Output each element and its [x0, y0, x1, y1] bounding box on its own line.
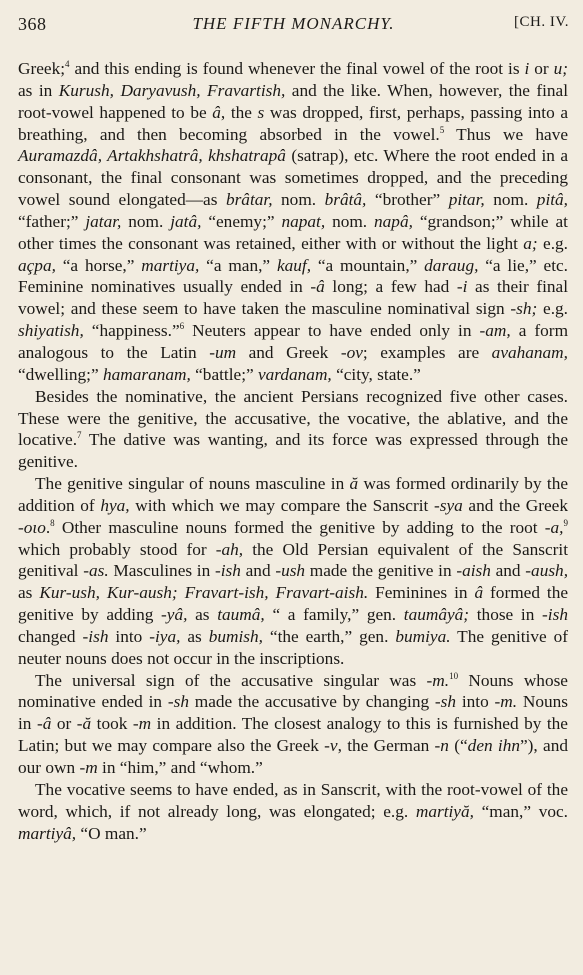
italic-term: -m: [132, 714, 152, 734]
italic-term: jatâ,: [170, 211, 202, 231]
italic-term: -ă: [76, 714, 92, 734]
italic-term: -a,: [544, 517, 564, 537]
text-run: nom.: [272, 190, 325, 210]
running-header: [18, 14, 569, 38]
italic-term: martiya,: [141, 255, 200, 275]
page-number: 368: [18, 14, 47, 34]
footnote-ref: 6: [179, 321, 185, 332]
italic-term: -n: [434, 736, 449, 756]
italic-term: -as.: [83, 561, 109, 581]
italic-term: -ush: [275, 561, 306, 581]
italic-term: -ah,: [215, 539, 244, 559]
italic-term: -ον: [340, 342, 363, 362]
text-run: e.g.: [537, 299, 568, 319]
italic-term: -sh;: [510, 299, 538, 319]
italic-term: -aish: [456, 561, 491, 581]
italic-term: pitâ,: [536, 190, 569, 210]
italic-term: -yâ,: [161, 605, 188, 625]
italic-term: -m.: [426, 670, 450, 690]
text-run: or: [529, 59, 554, 78]
italic-term: Kurush, Daryavush, Fravartish,: [58, 80, 286, 100]
text-run: took: [91, 714, 133, 734]
italic-term: vardanam,: [257, 364, 332, 384]
italic-term: -â: [36, 714, 52, 734]
text-run: as: [180, 626, 209, 646]
text-run: and Greek: [236, 342, 341, 362]
italic-term: den ihn: [467, 736, 520, 756]
footnote-ref: 7: [77, 430, 82, 441]
text-run: changed: [18, 626, 83, 646]
italic-term: martiyâ,: [18, 823, 77, 843]
text-run: “dwelling;”: [18, 364, 103, 384]
text-run: which probably stood for: [18, 539, 216, 559]
text-run: ; examples are: [362, 342, 492, 362]
paragraph: [18, 58, 568, 386]
text-run: Feminines in: [368, 583, 475, 603]
paragraph: [18, 779, 568, 845]
text-run: Greek;: [18, 59, 66, 78]
italic-term: martiyă,: [415, 801, 474, 821]
text-run: The genitive of neuter nouns does not occur in the inscriptions.: [18, 626, 568, 668]
text-run: “battle;”: [190, 364, 258, 384]
italic-term: -aush,: [525, 561, 569, 581]
text-run: “the earth,” gen.: [262, 626, 396, 646]
italic-term: -â: [310, 277, 325, 297]
text-run: nom.: [121, 211, 171, 231]
text-run: long; a few had: [324, 277, 457, 297]
italic-term: kauf,: [276, 255, 312, 275]
paragraph: [18, 386, 568, 473]
text-run: e.g.: [537, 233, 568, 253]
text-run: in “him,” and “whom.”: [97, 758, 263, 777]
italic-term: i: [524, 59, 530, 78]
text-run: a form analogous to the Latin: [18, 321, 569, 362]
text-run: “enemy;”: [201, 211, 282, 231]
text-run: Nouns whose nominative ended in: [18, 670, 568, 712]
footnote-ref: 5: [439, 124, 445, 135]
italic-term: -iya,: [149, 626, 181, 646]
text-run: as: [187, 605, 218, 625]
italic-term: Kur-ush, Kur-aush; Fravart-ish, Fravart-aish.: [39, 583, 369, 603]
italic-term: -ν: [324, 736, 338, 756]
text-run: in addition. The closest analogy to this is furnished by the Latin; but we may compare also the Greek: [18, 714, 568, 756]
text-run: “man,” voc.: [473, 801, 569, 821]
italic-term: pitar,: [448, 190, 485, 210]
italic-term: jatar,: [85, 211, 122, 231]
italic-term: bumish,: [208, 626, 263, 646]
italic-term: -sh: [167, 692, 189, 712]
text-run: was formed ordinarily by the addition of: [18, 474, 569, 515]
italic-term: Auramazdâ, Artakhshatrâ, khshatrapâ: [18, 146, 286, 166]
text-run: made the genitive in: [305, 561, 457, 581]
text-run: into: [456, 692, 495, 712]
text-run: with which we may compare the Sanscrit: [129, 495, 434, 515]
text-run: , the: [220, 102, 258, 122]
italic-term: -m.: [494, 692, 518, 712]
text-run: The universal sign of the accusative singular was: [35, 670, 427, 690]
text-run: “brother”: [366, 190, 449, 210]
italic-term: â: [212, 102, 221, 122]
text-run: Masculines in: [108, 561, 215, 581]
text-run: as their final vowel; and these seem to have taken the masculine nominatival sign: [18, 277, 568, 319]
text-run: nom.: [325, 211, 375, 231]
text-run: or: [51, 714, 77, 734]
italic-term: -sya: [433, 495, 463, 515]
text-run: “O man.”: [76, 823, 147, 843]
italic-term: -m: [79, 758, 98, 777]
italic-term: bumiya.: [395, 626, 451, 646]
italic-term: -sh: [434, 692, 457, 712]
text-run: (satrap), etc. Where the root ended in a consonant, the final consonant was sometimes dropped, and the preceding vowel sound elongated—as: [18, 146, 568, 210]
italic-term: shiyatish,: [18, 321, 84, 341]
text-run: formed the genitive by adding: [18, 583, 569, 625]
italic-term: -i: [456, 277, 468, 297]
italic-term: taumâyâ;: [403, 605, 470, 625]
footnote-ref: 8: [50, 517, 55, 528]
text-run: and: [240, 561, 276, 581]
italic-term: -ish: [82, 626, 109, 646]
italic-term: taumâ,: [217, 605, 265, 625]
italic-term: ă: [349, 474, 359, 494]
italic-term: açpa,: [18, 255, 56, 275]
text-run: (“: [448, 736, 468, 756]
text-run: was dropped, first, perhaps, passing into a breathing, and then becoming absorbed in the vowel.: [18, 102, 569, 144]
italic-term: daraug,: [424, 255, 479, 275]
text-run: nom.: [484, 190, 537, 210]
text-run: .: [45, 517, 51, 537]
text-run: “grandson;” while at other times the consonant was retained, either with or without the light: [18, 211, 568, 253]
italic-term: -am,: [479, 321, 511, 341]
italic-term: â: [474, 583, 484, 603]
text-run: “city, state.”: [331, 364, 421, 384]
text-run: , the German: [337, 736, 435, 756]
text-run: Nouns in: [18, 692, 569, 734]
text-run: as: [18, 583, 40, 603]
text-run: ”), and our own: [18, 736, 568, 777]
text-run: and the like. When, however, the final root-vowel happened to be: [18, 80, 569, 122]
italic-term: brâtar,: [225, 190, 273, 210]
text-run: Other masculine nouns formed the genitive by adding to the root: [54, 517, 545, 537]
text-run: “a man,”: [199, 255, 277, 275]
text-run: “a mountain,”: [311, 255, 425, 275]
footnote-ref: 9: [563, 517, 568, 528]
text-run: “ a family,” gen.: [264, 605, 404, 625]
body-text: [18, 58, 568, 844]
paragraph: [18, 670, 568, 779]
italic-term: -ish: [214, 561, 241, 581]
text-run: “happiness.”: [83, 321, 180, 341]
paragraph: [18, 473, 568, 670]
running-title: THE FIFTH MONARCHY.: [192, 14, 395, 33]
italic-term: a;: [523, 233, 538, 253]
italic-term: hamaranam,: [102, 364, 191, 384]
text-run: and the Greek: [462, 495, 568, 515]
text-run: into: [108, 626, 150, 646]
italic-term: napâ,: [374, 211, 413, 231]
text-run: Besides the nominative, the ancient Persians recognized five other cases. These were the genitive, the accusative, the vocative, the ablative, and the locative.: [18, 386, 568, 450]
text-run: as in: [18, 80, 59, 100]
text-run: The vocative seems to have ended, as in Sanscrit, with the root-vowel of the word, which, if not already long, was elongated; e.g.: [18, 779, 568, 821]
italic-term: -ish: [542, 605, 568, 625]
italic-term: s: [257, 102, 265, 122]
italic-term: napat,: [281, 211, 326, 231]
text-run: the Old Persian equivalent of the Sanscrit genitival: [18, 539, 569, 581]
text-run: and: [490, 561, 526, 581]
italic-term: hya,: [100, 495, 130, 515]
text-run: made the accusative by changing: [188, 692, 435, 712]
text-run: The dative was wanting, and its force was expressed through the genitive.: [18, 430, 568, 472]
footnote-ref: 10: [449, 670, 459, 681]
footnote-ref: 4: [65, 59, 70, 70]
italic-term: u;: [553, 59, 568, 78]
text-run: Neuters appear to have ended only in: [184, 321, 480, 341]
italic-term: -οιο: [18, 517, 46, 537]
italic-term: -um: [209, 342, 237, 362]
text-run: those in: [469, 605, 543, 625]
chapter-label: [CH. IV.: [514, 14, 569, 30]
italic-term: avahanam,: [491, 342, 568, 362]
text-run: “father;”: [18, 211, 86, 231]
italic-term: brâtâ,: [324, 190, 367, 210]
text-run: and this ending is found whenever the final vowel of the root is: [69, 59, 525, 78]
text-run: Thus we have: [444, 124, 569, 144]
text-run: The genitive singular of nouns masculine in: [35, 474, 350, 494]
text-run: “a horse,”: [55, 255, 142, 275]
text-run: “a lie,” etc. Feminine nominatives usually ended in: [18, 255, 568, 297]
